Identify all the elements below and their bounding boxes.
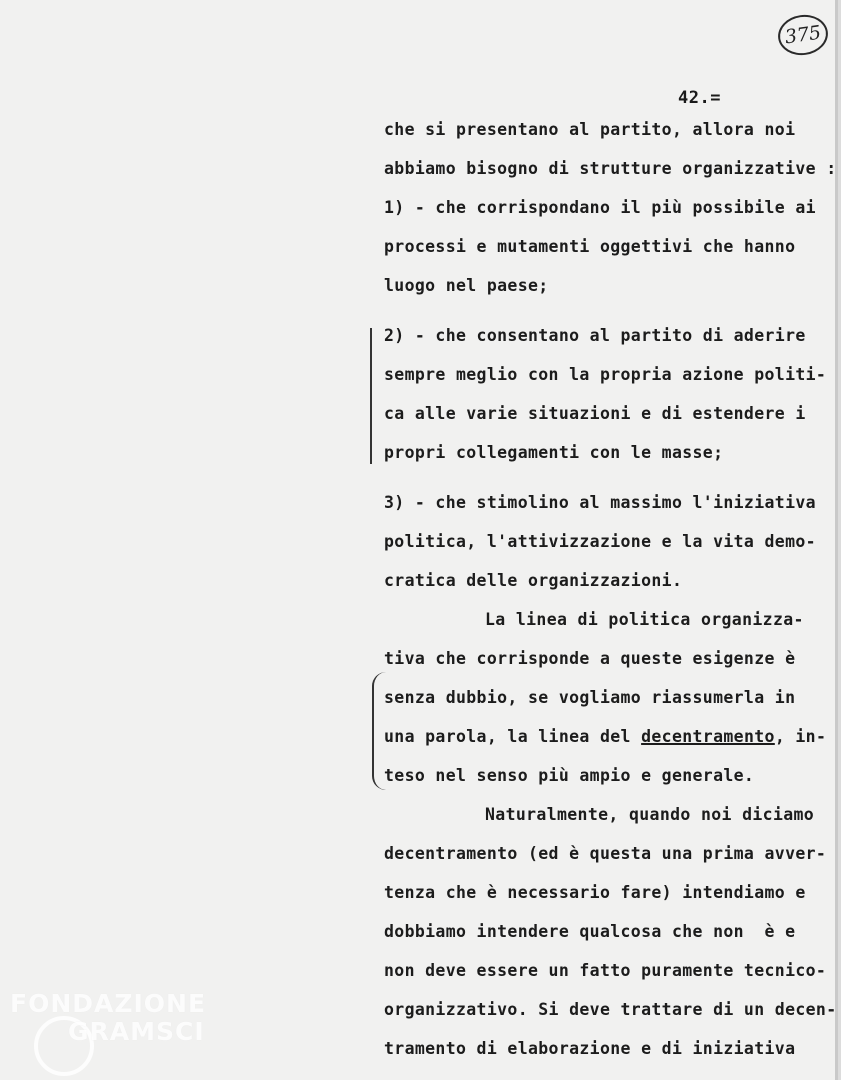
text-line: tenza che è necessario fare) intendiamo e <box>384 883 806 902</box>
text-line: luogo nel paese; <box>384 276 549 295</box>
text-line: politica, l'attivizzazione e la vita demo- <box>384 532 816 551</box>
text-line: tiva che corrisponde a queste esigenze è <box>384 649 796 668</box>
archive-number-stamp <box>775 12 830 59</box>
text-line <box>384 727 826 746</box>
text-line: che si presentano al partito, allora noi <box>384 120 796 139</box>
text-line: 2) - che consentano al partito di aderire <box>384 326 806 345</box>
text-line: dobbiamo intendere qualcosa che non è e <box>384 922 796 941</box>
text-line: sempre meglio con la propria azione politi- <box>384 365 827 384</box>
text-line: cratica delle organizzazioni. <box>384 571 683 590</box>
text-line: teso nel senso più ampio e generale. <box>384 766 755 785</box>
watermark-line: GRAMSCI <box>68 1017 205 1046</box>
text-line: 1) - che corrispondano il più possibile ai <box>384 198 816 217</box>
text-line: Naturalmente, quando noi diciamo <box>485 805 815 824</box>
underlined-word: decentramento <box>641 727 775 746</box>
watermark-line: FONDAZIONE <box>10 989 207 1018</box>
text-line: decentramento (ed è questa una prima avver- <box>384 844 827 863</box>
text-line: abbiamo bisogno di strutture organizzative : <box>384 159 837 178</box>
text-line: 3) - che stimolino al massimo l'iniziativa <box>384 493 816 512</box>
text-line: ca alle varie situazioni e di estendere i <box>384 404 806 423</box>
line-text: , in- <box>774 727 827 746</box>
text-line: non deve essere un fatto puramente tecnico- <box>384 961 827 980</box>
archive-number: 375 <box>783 21 823 49</box>
line-text: una parola, la linea del <box>384 727 642 746</box>
text-line: organizzativo. Si deve trattare di un decen- <box>384 1000 837 1019</box>
page-number: 42.= <box>678 88 721 108</box>
text-line: propri collegamenti con le masse; <box>384 443 724 462</box>
margin-bracket <box>370 328 372 464</box>
text-line: tramento di elaborazione e di iniziativa <box>384 1039 796 1058</box>
text-line: La linea di politica organizza- <box>485 610 804 629</box>
text-line: senza dubbio, se vogliamo riassumerla in <box>384 688 796 707</box>
text-line: processi e mutamenti oggettivi che hanno <box>384 237 796 256</box>
watermark <box>10 990 206 1046</box>
